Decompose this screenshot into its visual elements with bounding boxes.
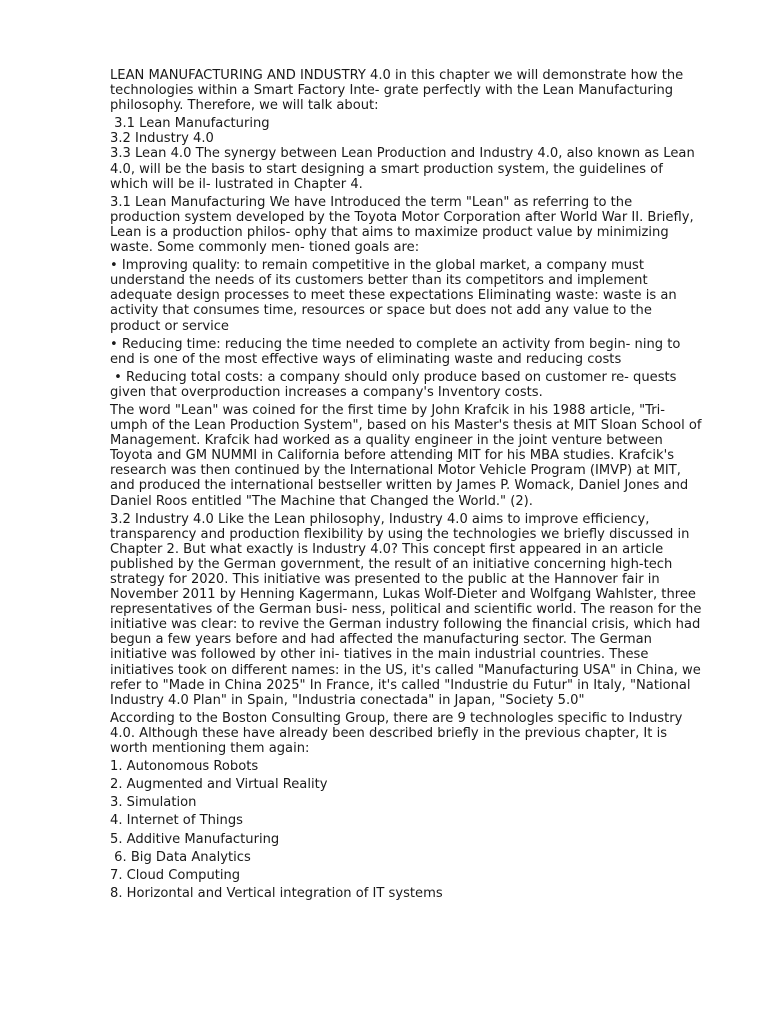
list-item: 3. Simulation — [110, 795, 197, 811]
list-item: 7. Cloud Computing — [110, 867, 241, 883]
list-item: 2. Augmented and Virtual Reality — [110, 777, 328, 793]
lean-origin-paragraph: The word "Lean" was coined for the first time by John Krafcik in his 1988 article, "Tri- umph of the Lean Production System", based on his Master's thesis at MIT Sloan School of Management. Krafcik had worked as a quality engineer in the joint venture between Toyota and GM NUMMI in California before attending MIT for his MBA studies. Krafcik's research was then continued by the International Motor Vehicle Program (IMVP) at MIT, and produced the international bestseller written by James P. Womack, Daniel Jones and Daniel Roos entitled "The Machine that Changed the World." (2). — [110, 402, 706, 509]
intro-paragraph: LEAN MANUFACTURING AND INDUSTRY 4.0 in this chapter we will demonstrate how the technologies within a Smart Factory Inte- grate perfectly with the Lean Manufacturing philosophy. Therefore, we will talk about: — [110, 68, 688, 114]
bullet-improving-quality: • Improving quality: to remain competitive in the global market, a company must understand the needs of its customers better than its competitors and implement adequate design processes to meet these expectations Eliminating waste: waste is an activity that consumes time, resources or space but does not add any value to the product or service — [110, 258, 681, 334]
list-item: 5. Additive Manufacturing — [110, 831, 280, 847]
list-item: 6. Big Data Analytics — [110, 849, 251, 865]
lean-4-paragraph: 3.3 Lean 4.0 The synergy between Lean Production and Industry 4.0, also known as Lean 4.0, will be the basis to start designing a smart production system, the guidelines of which will be il- lustrated in Chapter 4. — [110, 146, 699, 192]
list-item: 8. Horizontal and Vertical integration of IT systems — [110, 885, 443, 901]
lean-manufacturing-paragraph: 3.1 Lean Manufacturing We have Introduced the term "Lean" as referring to the production system developed by the Toyota Motor Corporation after World War II. Briefly, Lean is a production philos- ophy that aims to maximize product value by minimizing waste. Some commonly men- tioned goals are: — [110, 194, 698, 256]
list-item: 4. Internet of Things — [110, 813, 243, 829]
industry-4-paragraph: 3.2 Industry 4.0 Like the Lean philosophy, Industry 4.0 aims to improve efficiency, transparency and production flexibility by using the technologies we briefly discussed in Chapter 2. But what exactly is Industry 4.0? This concept first appeared in an article published by the German government, the result of an initiative concerning high-tech strategy for 2020. This initiative was presented to the public at the Hannover fair in November 2011 by Henning Kagermann, Lukas Wolf-Dieter and Wolfgang Wahlster, three representatives of the German busi- ness, political and scientific world. The reason for the initiative was clear: to revive the German industry following the financial crisis, which had begun a few years before and had affected the manufacturing sector. The German initiative was followed by other ini- tiatives in the main industrial countries. These initiatives took on different names: in the US, it's called "Manufacturing USA" in China, we refer to "Made in China 2025" In France, it's called "Industrie du Futur" in Italy, "National Industry 4.0 Plan" in Spain, "Industria conectada" in Japan, "Society 5.0" — [110, 511, 706, 708]
toc-item-industry-4: 3.2 Industry 4.0 — [110, 131, 214, 147]
toc-item-lean-manufacturing: 3.1 Lean Manufacturing — [110, 116, 270, 132]
bcg-paragraph: According to the Boston Consulting Group, there are 9 technologles specific to Industry 4.0. Although these have already been described briefly in the previous chapter, It is worth mentioning them again: — [110, 710, 687, 757]
bullet-reducing-costs: • Reducing total costs: a company should only produce based on customer re- quests given that overproduction increases a company's Inventory costs. — [110, 369, 681, 400]
document-page — [110, 68, 706, 904]
list-item: 1. Autonomous Robots — [110, 759, 259, 775]
bullet-reducing-time: • Reducing time: reducing the time needed to complete an activity from begin- ning to end is one of the most effective ways of eliminating waste and reducing costs — [110, 336, 685, 367]
